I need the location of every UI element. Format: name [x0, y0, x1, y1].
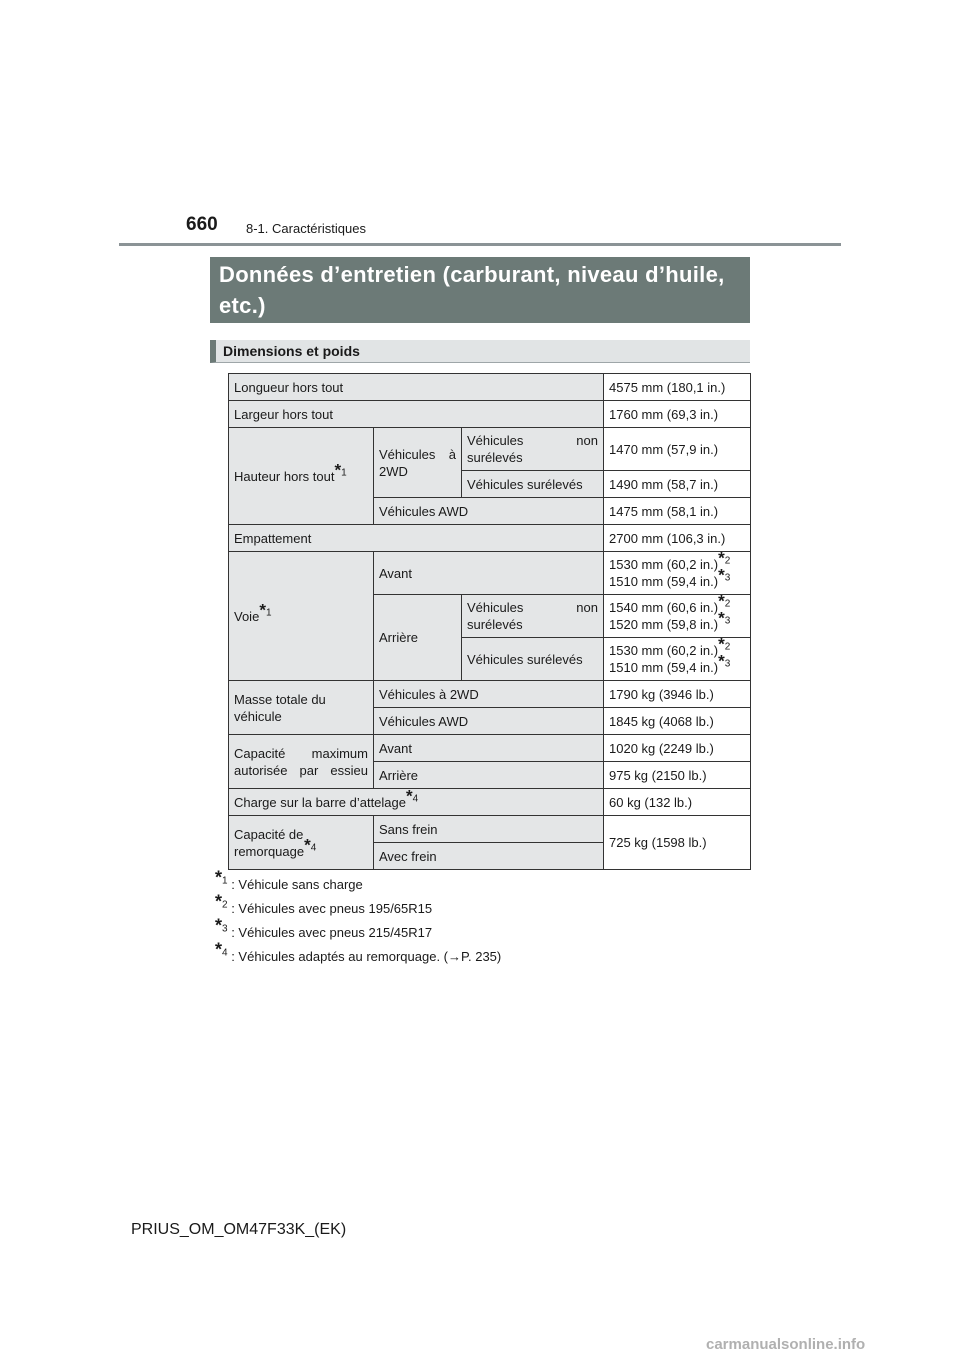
footnote-text: : Véhicules avec pneus 195/65R15 — [231, 901, 433, 916]
table-row — [229, 552, 751, 595]
table-row — [229, 735, 751, 762]
cell-label: Masse totale du véhicule — [229, 681, 374, 735]
footnote-number: 1 — [222, 875, 228, 887]
cell-value-multi — [604, 634, 751, 681]
footnote-number: 2 — [724, 598, 731, 610]
page-title: Données d’entretien (carburant, niveau d’huile, etc.) — [210, 257, 750, 323]
footnote — [215, 891, 501, 921]
footnote-star: * — [718, 608, 725, 628]
cell-label: Véhicules à 2WD — [374, 428, 462, 498]
footnote-number: 3 — [724, 615, 731, 627]
footnote-star: * — [334, 460, 342, 480]
footnote-number: 1 — [265, 607, 272, 619]
footnote-number: 1 — [341, 467, 347, 479]
cell-value: 1790 kg (3946 lb.) — [604, 681, 751, 708]
footnote-star: * — [259, 600, 266, 620]
section-label: 8-1. Caractéristiques — [246, 221, 366, 236]
cell-value-multi — [604, 591, 751, 638]
cell-label: Véhicules AWD — [374, 708, 604, 735]
footnote-star: * — [718, 634, 725, 654]
cell-label: Véhicules AWD — [374, 498, 604, 525]
cell-label: Véhicules surélevés — [462, 638, 604, 681]
watermark: carmanualsonline.info — [706, 1336, 866, 1353]
value-line: 1530 mm (60,2 in.) — [609, 557, 719, 572]
cell-label: Arrière — [374, 762, 604, 789]
cell-label: Longueur hors tout — [229, 374, 604, 401]
cell-value: 1470 mm (57,9 in.) — [604, 428, 751, 471]
label-text: Capacité de remorquage — [234, 826, 305, 859]
footnote-number: 2 — [724, 641, 731, 653]
footnote-number: 3 — [724, 658, 731, 670]
footnote-star: * — [718, 651, 725, 671]
cell-label-remorquage — [229, 816, 374, 870]
cell-label: Largeur hors tout — [229, 401, 604, 428]
table-row — [229, 816, 751, 843]
label-text: Charge sur la barre d’attelage — [234, 794, 406, 810]
cell-label: Véhicules non surélevés — [462, 595, 604, 638]
footnote-star: * — [718, 591, 725, 611]
cell-value: 1845 kg (4068 lb.) — [604, 708, 751, 735]
cell-value: 1490 mm (58,7 in.) — [604, 471, 751, 498]
cell-label: Véhicules surélevés — [462, 471, 604, 498]
footnote-number: 2 — [724, 555, 731, 567]
footnote-number: 4 — [222, 947, 228, 959]
footnote — [215, 867, 501, 897]
footnote-star: * — [718, 565, 725, 585]
cell-label: Véhicules non surélevés — [462, 428, 604, 471]
specs-table — [228, 373, 751, 870]
cell-label-voie — [229, 552, 374, 681]
cell-value: 975 kg (2150 lb.) — [604, 762, 751, 789]
cell-label: Véhicules à 2WD — [374, 681, 604, 708]
value-line: 1510 mm (59,4 in.) — [609, 660, 719, 675]
footnote-text: : Véhicule sans charge — [231, 877, 363, 892]
cell-value: 1475 mm (58,1 in.) — [604, 498, 751, 525]
cell-value-multi — [604, 548, 751, 595]
footnote-number: 3 — [222, 923, 228, 935]
cell-label-hauteur — [229, 428, 374, 525]
cell-label: Capacité maximum autorisée par essieu — [229, 735, 374, 789]
document-id: PRIUS_OM_OM47F33K_(EK) — [131, 1221, 347, 1238]
footnote-number: 4 — [310, 842, 317, 854]
cell-label: Empattement — [229, 525, 604, 552]
header-rule — [119, 243, 841, 246]
table-row — [229, 525, 751, 552]
value-line: 1530 mm (60,2 in.) — [609, 643, 719, 658]
footnote-text: : Véhicules avec pneus 215/45R17 — [231, 925, 433, 940]
footnote — [215, 939, 502, 969]
footnote-star: * — [215, 891, 223, 912]
cell-value: 725 kg (1598 lb.) — [604, 816, 751, 870]
cell-value: 1020 kg (2249 lb.) — [604, 735, 751, 762]
cell-value: 4575 mm (180,1 in.) — [604, 374, 751, 401]
table-row — [229, 428, 751, 471]
footnote-number: 2 — [222, 899, 228, 911]
footnote-text: : Véhicules adaptés au remorquage. (→P. 235) — [231, 949, 502, 964]
table-row — [229, 681, 751, 708]
label-text: Voie — [234, 608, 260, 624]
section-subtitle: Dimensions et poids — [210, 340, 750, 363]
table-row — [229, 789, 751, 816]
cell-value: 2700 mm (106,3 in.) — [604, 525, 751, 552]
cell-value: 60 kg (132 lb.) — [604, 789, 751, 816]
footnote-star: * — [215, 939, 223, 960]
page-number: 660 — [186, 214, 218, 235]
cell-value: 1760 mm (69,3 in.) — [604, 401, 751, 428]
cell-label: Sans frein — [374, 816, 604, 843]
footnote-number: 3 — [724, 572, 731, 584]
value-line: 1510 mm (59,4 in.) — [609, 574, 719, 589]
value-line: 1520 mm (59,8 in.) — [609, 617, 719, 632]
cell-label: Avant — [374, 735, 604, 762]
footnotes — [215, 867, 502, 969]
footnote-star: * — [304, 835, 311, 855]
label-text: Hauteur hors tout — [234, 468, 335, 484]
cell-label: Arrière — [374, 595, 462, 681]
footnote-star: * — [215, 867, 223, 888]
footnote-star: * — [406, 786, 413, 806]
footnote-number: 4 — [412, 793, 419, 805]
footnote-star: * — [718, 548, 725, 568]
value-line: 1540 mm (60,6 in.) — [609, 600, 719, 615]
footnote-star: * — [215, 915, 223, 936]
cell-label-attelage — [229, 786, 604, 816]
table-row — [229, 401, 751, 428]
table-row — [229, 374, 751, 401]
footnote — [215, 915, 501, 945]
cell-label: Avec frein — [374, 843, 604, 870]
cell-label: Avant — [374, 552, 604, 595]
